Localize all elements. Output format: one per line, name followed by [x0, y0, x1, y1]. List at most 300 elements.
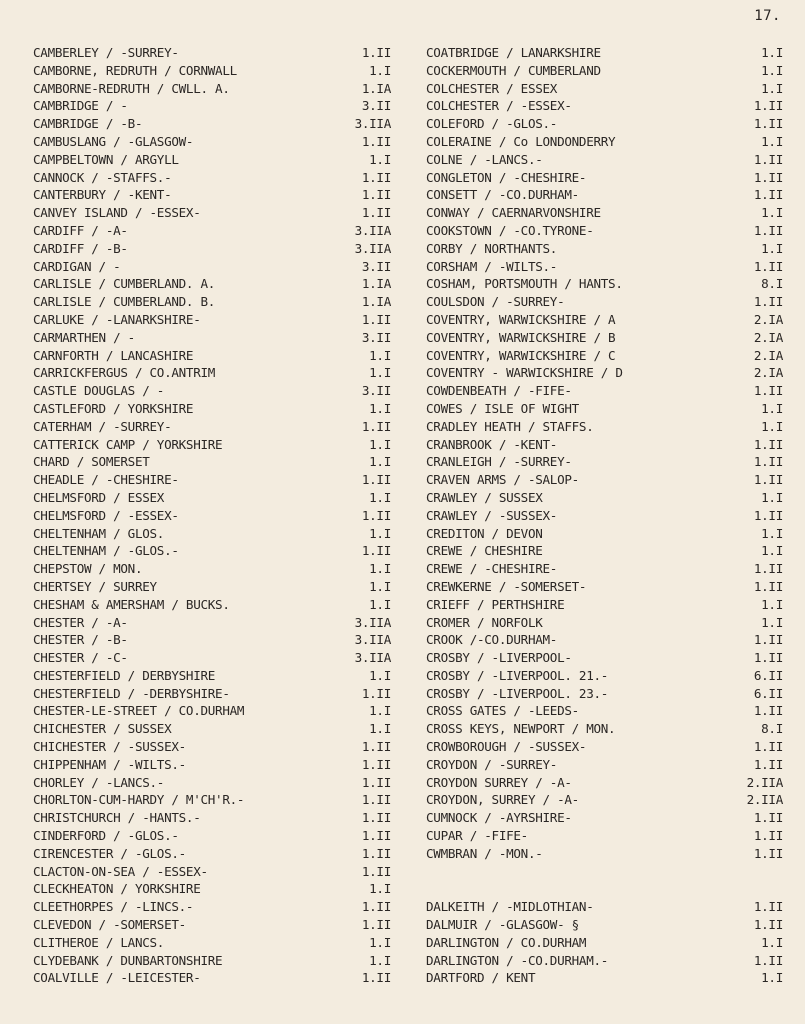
list-item: [33, 667, 393, 685]
classification-code: 1.II: [753, 436, 783, 452]
classification-code: 6.II: [753, 685, 783, 701]
list-item: [33, 453, 393, 471]
place-name: CHESHAM & AMERSHAM / BUCKS.: [33, 596, 230, 612]
place-name: CANVEY ISLAND / -ESSEX-: [33, 205, 201, 221]
place-name: CHELMSFORD / -ESSEX-: [33, 507, 179, 523]
list-item: [33, 791, 393, 809]
list-item: [33, 916, 393, 934]
list-item: [33, 240, 393, 258]
list-item: [33, 293, 393, 311]
list-item: [33, 382, 393, 400]
classification-code: 1.I: [369, 347, 391, 363]
classification-code: 1.II: [361, 899, 391, 915]
list-item: [33, 489, 393, 507]
place-name: CHERTSEY / SURREY: [33, 578, 157, 594]
place-name: CLITHEROE / LANCS.: [33, 934, 165, 950]
place-name: CHESTERFIELD / DERBYSHIRE: [33, 667, 216, 683]
classification-code: 1.II: [753, 810, 783, 826]
place-name: COLNE / -LANCS.-: [426, 151, 543, 167]
place-name: CARDIFF / -B-: [33, 240, 128, 256]
place-name: CLACTON-ON-SEA / -ESSEX-: [33, 863, 208, 879]
place-name: CUMNOCK / -AYRSHIRE-: [426, 810, 572, 826]
place-name: CHESTERFIELD / -DERBYSHIRE-: [33, 685, 230, 701]
list-item: [426, 258, 786, 276]
place-name: CARLISLE / CUMBERLAND. B.: [33, 294, 216, 310]
place-name: CLYDEBANK / DUNBARTONSHIRE: [33, 952, 223, 968]
list-item: [426, 934, 786, 952]
list-item: [33, 258, 393, 276]
list-item: [426, 97, 786, 115]
list-item: [426, 418, 786, 436]
place-name: DALMUIR / -GLASGOW- §: [426, 917, 579, 933]
list-item: [426, 204, 786, 222]
classification-code: 1.II: [361, 739, 391, 755]
classification-code: 1.II: [361, 845, 391, 861]
list-item: [426, 489, 786, 507]
place-name: CROSBY / -LIVERPOOL. 23.-: [426, 685, 609, 701]
list-item: [426, 631, 786, 649]
list-item: [426, 115, 786, 133]
list-item: [426, 364, 786, 382]
place-name: CRAWLEY / -SUSSEX-: [426, 507, 558, 523]
classification-code: 1.II: [361, 810, 391, 826]
list-item: [33, 898, 393, 916]
classification-code: 1.II: [361, 133, 391, 149]
list-item: [33, 97, 393, 115]
classification-code: 1.I: [761, 133, 783, 149]
place-name: CATTERICK CAMP / YORKSHIRE: [33, 436, 223, 452]
list-item: [426, 293, 786, 311]
classification-code: 1.II: [753, 222, 783, 238]
place-name: COVENTRY, WARWICKSHIRE / B: [426, 329, 616, 345]
classification-code: 1.I: [761, 240, 783, 256]
place-name: CARMARTHEN / -: [33, 329, 135, 345]
place-name: CONSETT / -CO.DURHAM-: [426, 187, 579, 203]
classification-code: 1.II: [753, 383, 783, 399]
list-item: [33, 62, 393, 80]
classification-code: 3.IIA: [354, 116, 391, 132]
list-item: [33, 756, 393, 774]
place-name: CAMBERLEY / -SURREY-: [33, 45, 179, 60]
list-item: [33, 418, 393, 436]
list-item: [426, 169, 786, 187]
classification-code: 1.II: [753, 472, 783, 488]
classification-code: 1.I: [369, 62, 391, 78]
classification-code: 3.IIA: [354, 222, 391, 238]
classification-code: 1.II: [361, 418, 391, 434]
place-name: COWES / ISLE OF WIGHT: [426, 400, 579, 416]
place-name: COLCHESTER / ESSEX: [426, 80, 558, 96]
list-item: [33, 525, 393, 543]
classification-code: 2.IA: [753, 311, 783, 327]
place-name: CANNOCK / -STAFFS.-: [33, 169, 172, 185]
classification-code: 1.II: [361, 45, 391, 60]
classification-code: 1.I: [761, 489, 783, 505]
classification-code: 6.II: [753, 667, 783, 683]
classification-code: 1.I: [761, 614, 783, 630]
list-item: [33, 507, 393, 525]
place-name: CHIPPENHAM / -WILTS.-: [33, 756, 186, 772]
classification-code: 3.II: [361, 258, 391, 274]
place-name: CHORLTON-CUM-HARDY / M'CH'R.-: [33, 792, 245, 808]
list-item: [33, 133, 393, 151]
classification-code: 1.I: [369, 881, 391, 897]
place-name: COVENTRY - WARWICKSHIRE / D: [426, 365, 623, 381]
classification-code: 1.I: [369, 952, 391, 968]
list-item: [426, 809, 786, 827]
classification-code: 1.I: [369, 151, 391, 167]
classification-code: 1.II: [753, 650, 783, 666]
classification-code: 1.I: [369, 934, 391, 950]
list-item: [33, 436, 393, 454]
classification-code: 1.II: [361, 917, 391, 933]
place-name: CREWE / -CHESHIRE-: [426, 561, 558, 577]
place-name: DARLINGTON / -CO.DURHAM.-: [426, 952, 609, 968]
place-name: CONGLETON / -CHESHIRE-: [426, 169, 587, 185]
classification-code: 1.I: [369, 489, 391, 505]
place-name: CHARD / SOMERSET: [33, 454, 150, 470]
classification-code: 1.I: [761, 596, 783, 612]
list-item: [33, 880, 393, 898]
classification-code: 1.II: [753, 151, 783, 167]
list-item: [426, 453, 786, 471]
place-name: DARTFORD / KENT: [426, 970, 536, 986]
place-name: CHESTER / -C-: [33, 650, 128, 666]
list-item: [33, 614, 393, 632]
classification-code: 1.I: [761, 543, 783, 559]
place-name: CLECKHEATON / YORKSHIRE: [33, 881, 201, 897]
list-item: [426, 898, 786, 916]
place-name: CREDITON / DEVON: [426, 525, 543, 541]
list-item: [33, 115, 393, 133]
classification-code: 2.IA: [753, 347, 783, 363]
place-name: COSHAM, PORTSMOUTH / HANTS.: [426, 276, 623, 292]
classification-code: 1.II: [361, 169, 391, 185]
place-name: COOKSTOWN / -CO.TYRONE-: [426, 222, 594, 238]
classification-code: 1.II: [753, 739, 783, 755]
place-name: CARRICKFERGUS / CO.ANTRIM: [33, 365, 216, 381]
classification-code: 1.II: [753, 578, 783, 594]
list-item: [426, 329, 786, 347]
classification-code: 1.I: [761, 80, 783, 96]
classification-code: 1.II: [361, 756, 391, 772]
place-name: CAMBORNE-REDRUTH / CWLL. A.: [33, 80, 230, 96]
classification-code: 1.II: [361, 205, 391, 221]
place-name: CORBY / NORTHANTS.: [426, 240, 558, 256]
list-item: [33, 151, 393, 169]
classification-code: 1.I: [369, 721, 391, 737]
list-item: [426, 952, 786, 970]
place-name: CASTLEFORD / YORKSHIRE: [33, 400, 194, 416]
classification-code: 1.II: [361, 774, 391, 790]
list-item: [426, 702, 786, 720]
list-item: [426, 62, 786, 80]
list-item: [426, 649, 786, 667]
list-item: [426, 80, 786, 98]
classification-code: 1.I: [761, 525, 783, 541]
list-item: [426, 186, 786, 204]
place-name: DALKEITH / -MIDLOTHIAN-: [426, 899, 594, 915]
right-column: [426, 44, 786, 987]
place-name: CRAWLEY / SUSSEX: [426, 489, 543, 505]
place-name: CHESTER / -A-: [33, 614, 128, 630]
classification-code: 1.II: [753, 258, 783, 274]
classification-code: 1.II: [361, 970, 391, 986]
classification-code: 1.II: [753, 294, 783, 310]
list-item: [426, 827, 786, 845]
list-item: [426, 756, 786, 774]
classification-code: 1.II: [753, 828, 783, 844]
place-name: CRANBROOK / -KENT-: [426, 436, 558, 452]
place-name: CUPAR / -FIFE-: [426, 828, 528, 844]
list-item: [426, 614, 786, 632]
list-item: [33, 578, 393, 596]
place-name: CHELTENHAM / GLOS.: [33, 525, 165, 541]
list-item: [426, 560, 786, 578]
list-item: [33, 542, 393, 560]
list-item: [33, 222, 393, 240]
list-item: [426, 347, 786, 365]
section-gap: [426, 863, 786, 899]
list-item: [33, 631, 393, 649]
classification-code: 2.IIA: [746, 774, 783, 790]
classification-code: 1.I: [369, 454, 391, 470]
place-name: CRADLEY HEATH / STAFFS.: [426, 418, 594, 434]
list-item: [426, 44, 786, 62]
list-item: [33, 80, 393, 98]
place-name: CROOK /-CO.DURHAM-: [426, 632, 558, 648]
place-name: COLERAINE / Co LONDONDERRY: [426, 133, 616, 149]
place-name: CHELMSFORD / ESSEX: [33, 489, 165, 505]
classification-code: 1.II: [753, 756, 783, 772]
place-name: CHESTER-LE-STREET / CO.DURHAM: [33, 703, 245, 719]
list-item: [426, 542, 786, 560]
place-name: CARDIFF / -A-: [33, 222, 128, 238]
place-name: CARNFORTH / LANCASHIRE: [33, 347, 194, 363]
place-name: CONWAY / CAERNARVONSHIRE: [426, 205, 601, 221]
classification-code: 1.I: [761, 934, 783, 950]
place-name: CHESTER / -B-: [33, 632, 128, 648]
place-name: CROSBY / -LIVERPOOL. 21.-: [426, 667, 609, 683]
place-name: CWMBRAN / -MON.-: [426, 845, 543, 861]
list-item: [33, 969, 393, 987]
classification-code: 1.II: [753, 169, 783, 185]
list-item: [426, 240, 786, 258]
classification-code: 1.II: [361, 472, 391, 488]
list-item: [33, 934, 393, 952]
list-item: [426, 400, 786, 418]
classification-code: 3.II: [361, 383, 391, 399]
classification-code: 1.II: [361, 792, 391, 808]
list-item: [426, 133, 786, 151]
list-item: [33, 809, 393, 827]
classification-code: 1.II: [361, 685, 391, 701]
place-name: CHRISTCHURCH / -HANTS.-: [33, 810, 201, 826]
list-item: [33, 329, 393, 347]
list-item: [426, 222, 786, 240]
list-item: [426, 916, 786, 934]
list-item: [426, 151, 786, 169]
list-item: [33, 275, 393, 293]
place-name: CROYDON, SURREY / -A-: [426, 792, 579, 808]
classification-code: 8.I: [761, 721, 783, 737]
list-item: [426, 596, 786, 614]
place-name: COCKERMOUTH / CUMBERLAND: [426, 62, 601, 78]
classification-code: 1.I: [369, 561, 391, 577]
place-name: CROSBY / -LIVERPOOL-: [426, 650, 572, 666]
place-name: DARLINGTON / CO.DURHAM: [426, 934, 587, 950]
classification-code: 3.IIA: [354, 632, 391, 648]
place-name: CHEADLE / -CHESHIRE-: [33, 472, 179, 488]
place-name: CAMBRIDGE / -B-: [33, 116, 143, 132]
list-item: [33, 720, 393, 738]
list-item: [33, 845, 393, 863]
place-name: CHICHESTER / SUSSEX: [33, 721, 172, 737]
list-item: [426, 685, 786, 703]
classification-code: 1.II: [753, 899, 783, 915]
place-name: CREWE / CHESHIRE: [426, 543, 543, 559]
place-name: COLCHESTER / -ESSEX-: [426, 98, 572, 114]
list-item: [426, 969, 786, 987]
right-column-d-entries: [426, 898, 786, 987]
classification-code: 1.II: [753, 454, 783, 470]
list-item: [426, 720, 786, 738]
list-item: [33, 827, 393, 845]
list-item: [426, 738, 786, 756]
classification-code: 1.II: [753, 98, 783, 114]
list-item: [33, 169, 393, 187]
classification-code: 1.II: [753, 952, 783, 968]
classification-code: 1.I: [369, 400, 391, 416]
place-name: CINDERFORD / -GLOS.-: [33, 828, 179, 844]
place-name: COALVILLE / -LEICESTER-: [33, 970, 201, 986]
place-name: COULSDON / -SURREY-: [426, 294, 565, 310]
classification-code: 1.II: [753, 917, 783, 933]
list-item: [33, 364, 393, 382]
classification-code: 1.I: [761, 62, 783, 78]
list-item: [426, 845, 786, 863]
place-name: CATERHAM / -SURREY-: [33, 418, 172, 434]
list-item: [426, 382, 786, 400]
place-name: CHELTENHAM / -GLOS.-: [33, 543, 179, 559]
list-item: [426, 774, 786, 792]
classification-code: 1.I: [761, 970, 783, 986]
list-item: [33, 596, 393, 614]
classification-code: 1.I: [369, 436, 391, 452]
classification-code: 1.I: [369, 596, 391, 612]
classification-code: 1.I: [369, 578, 391, 594]
place-name: CHEPSTOW / MON.: [33, 561, 143, 577]
list-item: [33, 702, 393, 720]
place-name: CARDIGAN / -: [33, 258, 121, 274]
place-name: CLEVEDON / -SOMERSET-: [33, 917, 186, 933]
classification-code: 1.I: [761, 45, 783, 60]
place-name: COWDENBEATH / -FIFE-: [426, 383, 572, 399]
place-name: CROSS KEYS, NEWPORT / MON.: [426, 721, 616, 737]
classification-code: 3.IIA: [354, 240, 391, 256]
list-item: [426, 311, 786, 329]
classification-code: 2.IA: [753, 329, 783, 345]
list-item: [426, 471, 786, 489]
classification-code: 1.I: [761, 400, 783, 416]
place-name: CROYDON / -SURREY-: [426, 756, 558, 772]
place-name: CHORLEY / -LANCS.-: [33, 774, 165, 790]
left-column: [33, 44, 393, 987]
place-name: CROYDON SURREY / -A-: [426, 774, 572, 790]
list-item: [33, 649, 393, 667]
right-column-c-entries: [426, 44, 786, 863]
place-name: COVENTRY, WARWICKSHIRE / C: [426, 347, 616, 363]
place-name: CAMBUSLANG / -GLASGOW-: [33, 133, 194, 149]
list-item: [33, 560, 393, 578]
classification-code: 1.I: [369, 525, 391, 541]
classification-code: 1.I: [369, 667, 391, 683]
classification-code: 1.II: [361, 543, 391, 559]
place-name: CARLUKE / -LANARKSHIRE-: [33, 311, 201, 327]
classification-code: 3.II: [361, 98, 391, 114]
list-item: [33, 186, 393, 204]
place-name: CROSS GATES / -LEEDS-: [426, 703, 579, 719]
place-name: CROMER / NORFOLK: [426, 614, 543, 630]
list-item: [33, 774, 393, 792]
classification-code: 1.II: [753, 561, 783, 577]
list-item: [426, 791, 786, 809]
place-name: CRANLEIGH / -SURREY-: [426, 454, 572, 470]
list-item: [33, 311, 393, 329]
place-name: CANTERBURY / -KENT-: [33, 187, 172, 203]
list-item: [33, 204, 393, 222]
classification-code: 3.II: [361, 329, 391, 345]
classification-code: 1.IA: [361, 276, 391, 292]
classification-code: 1.II: [361, 187, 391, 203]
place-name: CAMPBELTOWN / ARGYLL: [33, 151, 179, 167]
place-name: CIRENCESTER / -GLOS.-: [33, 845, 186, 861]
classification-code: 1.II: [753, 703, 783, 719]
page-number: 17.: [754, 8, 781, 24]
classification-code: 1.I: [369, 703, 391, 719]
list-item: [426, 578, 786, 596]
place-name: CRIEFF / PERTHSHIRE: [426, 596, 565, 612]
classification-code: 1.II: [361, 863, 391, 879]
classification-code: 1.IA: [361, 294, 391, 310]
place-name: CARLISLE / CUMBERLAND. A.: [33, 276, 216, 292]
list-item: [33, 471, 393, 489]
list-item: [33, 400, 393, 418]
classification-code: 2.IIA: [746, 792, 783, 808]
list-item: [426, 667, 786, 685]
classification-code: 1.II: [753, 187, 783, 203]
classification-code: 8.I: [761, 276, 783, 292]
place-name: CAMBORNE, REDRUTH / CORNWALL: [33, 62, 237, 78]
list-item: [33, 44, 393, 62]
place-name: CREWKERNE / -SOMERSET-: [426, 578, 587, 594]
list-item: [33, 952, 393, 970]
place-name: CHICHESTER / -SUSSEX-: [33, 739, 186, 755]
list-item: [33, 738, 393, 756]
classification-code: 1.I: [369, 365, 391, 381]
classification-code: 1.I: [761, 418, 783, 434]
classification-code: 1.II: [361, 311, 391, 327]
place-name: CORSHAM / -WILTS.-: [426, 258, 558, 274]
classification-code: 3.IIA: [354, 614, 391, 630]
classification-code: 1.IA: [361, 80, 391, 96]
place-name: CRAVEN ARMS / -SALOP-: [426, 472, 579, 488]
list-item: [426, 507, 786, 525]
classification-code: 1.II: [753, 632, 783, 648]
place-name: COVENTRY, WARWICKSHIRE / A: [426, 311, 616, 327]
classification-code: 1.II: [361, 507, 391, 523]
list-item: [426, 275, 786, 293]
